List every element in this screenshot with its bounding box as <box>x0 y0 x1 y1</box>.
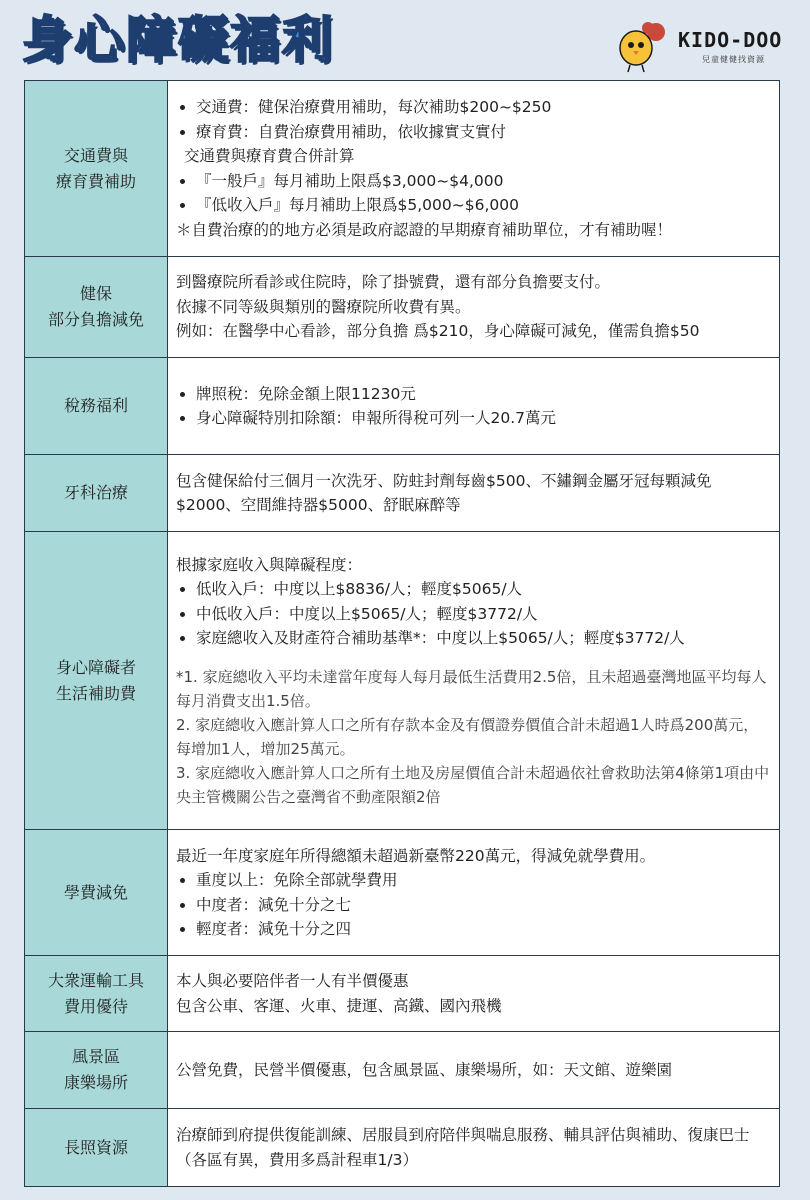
row-content <box>168 358 780 455</box>
intro-text: 最近一年度家庭年所得總額未超過新臺幣220萬元，得減免就學費用。 <box>176 846 656 865</box>
text-block: 治療師到府提供復能訓練、居服員到府陪伴與喘息服務、輔具評估與補助、復康巴士（各區有異，費用多爲計程車1/3） <box>176 1126 750 1169</box>
row-label: 大衆運輸工具 費用優待 <box>25 956 168 1032</box>
row-content <box>168 81 780 257</box>
list-item: • 『一般戶』每月補助上限爲$3,000~$4,000 <box>196 169 773 194</box>
list-item: • 中低收入戶：中度以上$5065/人；輕度$3772/人 <box>196 602 773 627</box>
row-label: 健保 部分負擔減免 <box>25 257 168 358</box>
page-title: 身心障礙福利 <box>22 11 334 69</box>
footnote: ＊自費治療的的地方必須是政府認證的早期療育補助單位，才有補助喔！ <box>176 220 673 239</box>
row-label: 交通費與 療育費補助 <box>25 81 168 257</box>
table-row <box>25 956 780 1032</box>
row-content <box>168 1109 780 1187</box>
footnote: *1. 家庭總收入平均未達當年度每人每月最低生活費用2.5倍，且未超過臺灣地區平均每人每月消費支出1.5倍。 <box>176 667 767 710</box>
row-content <box>168 532 780 830</box>
row-content <box>168 956 780 1032</box>
text-line: 依據不同等級與類別的醫療院所收費有異。 <box>176 297 471 316</box>
benefits-table <box>24 80 780 1187</box>
row-label: 牙科治療 <box>25 455 168 532</box>
list-item: • 重度以上：免除全部就學費用 <box>196 868 773 893</box>
text-line: 到醫療院所看診或住院時，除了掛號費，還有部分負擔要支付。 <box>176 273 611 292</box>
row-content <box>168 257 780 358</box>
row-label: 學費減免 <box>25 830 168 956</box>
footnote: 2. 家庭總收入應計算人口之所有存款本金及有價證券價值合計未超過1人時爲200萬元，每增加1人，增加25萬元。 <box>176 715 759 758</box>
row-content <box>168 830 780 956</box>
combined-note: 交通費與療育費合併計算 <box>184 147 355 165</box>
logo-text: KIDO-DOO <box>678 28 783 52</box>
table-row <box>25 358 780 455</box>
list-item: • 『低收入戶』每月補助上限爲$5,000~$6,000 <box>196 193 773 218</box>
header <box>0 0 810 80</box>
table-row <box>25 1109 780 1187</box>
table-row <box>25 532 780 830</box>
chick-mascot-icon <box>612 18 672 74</box>
text-line: 包含公車、客運、火車、捷運、高鐵、國內飛機 <box>176 996 502 1015</box>
list-item: • 牌照稅：免除金額上限11230元 <box>196 382 773 407</box>
row-label: 風景區 康樂場所 <box>25 1032 168 1109</box>
table-row <box>25 81 780 257</box>
text-block: 公營免費，民營半價優惠，包含風景區、康樂場所，如：天文館、遊樂園 <box>176 1060 673 1079</box>
list-item: • 家庭總收入及財產符合補助基準*：中度以上$5065/人；輕度$3772/人 <box>196 626 773 651</box>
text-line: 本人與必要陪伴者一人有半價優惠 <box>176 972 409 990</box>
row-content <box>168 455 780 532</box>
table-row <box>25 455 780 532</box>
list-item: • 中度者：減免十分之七 <box>196 893 773 918</box>
list-item: • 交通費：健保治療費用補助，每次補助$200~$250 <box>196 95 773 120</box>
row-content <box>168 1032 780 1109</box>
row-label: 長照資源 <box>25 1109 168 1187</box>
row-label: 身心障礙者 生活補助費 <box>25 532 168 830</box>
list-item: • 低收入戶：中度以上$8836/人；輕度$5065/人 <box>196 577 773 602</box>
footnote: 3. 家庭總收入應計算人口之所有土地及房屋價值合計未超過依社會救助法第4條第1項由中央主管機關公告之臺灣省不動產限額2倍 <box>176 763 770 806</box>
logo <box>612 18 802 74</box>
intro-text: 根據家庭收入與障礙程度： <box>176 555 363 574</box>
table-row <box>25 257 780 358</box>
text-block: 包含健保給付三個月一次洗牙、防蛀封劑每齒$500、不鏽鋼金屬牙冠每顆減免$2000、空間維持器$5000、舒眠麻醉等 <box>176 471 712 514</box>
list-item: • 療育費：自費治療費用補助，依收據實支實付 <box>196 120 773 145</box>
list-item: • 輕度者：減免十分之四 <box>196 917 773 942</box>
table-row <box>25 1032 780 1109</box>
text-line: 例如：在醫學中心看診，部分負擔 爲$210，身心障礙可減免，僅需負擔$50 <box>176 322 700 341</box>
logo-subtitle: 兒童健健找資源 <box>702 55 765 64</box>
table-row <box>25 830 780 956</box>
list-item: • 身心障礙特別扣除額：申報所得稅可列一人20.7萬元 <box>196 406 773 431</box>
row-label: 稅務福利 <box>25 358 168 455</box>
